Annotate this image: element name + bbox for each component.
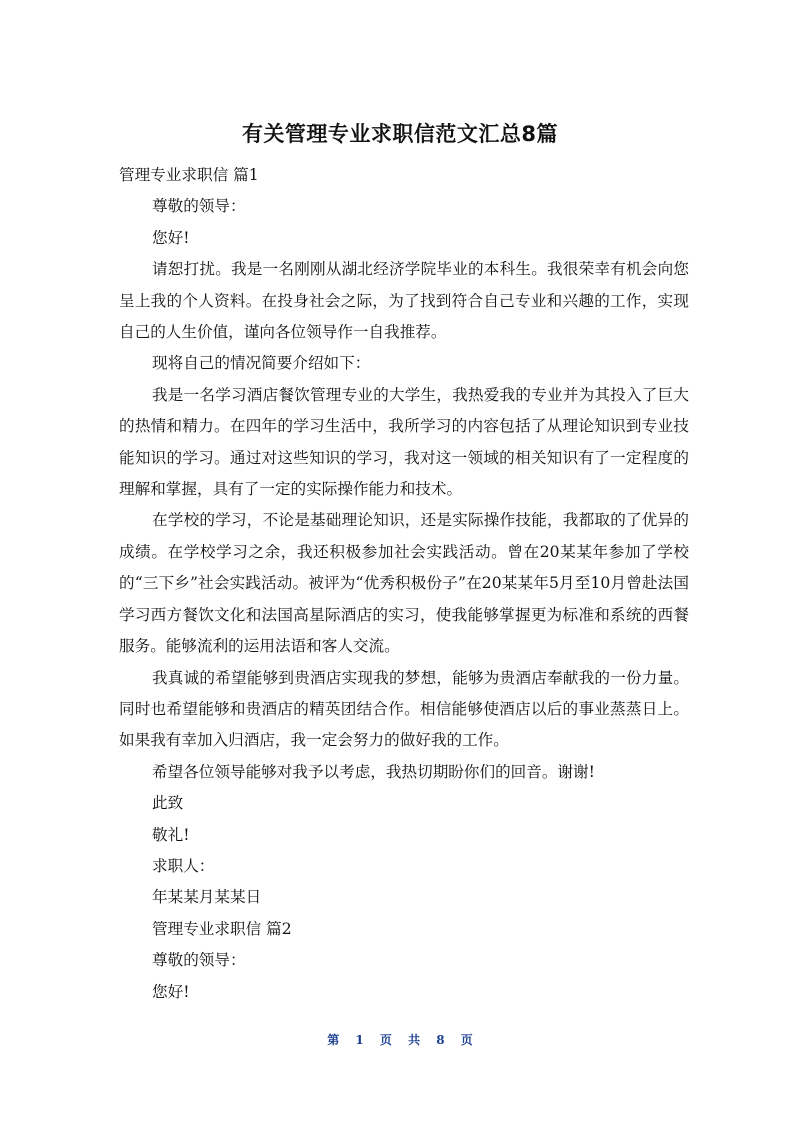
body-paragraph: 请恕打扰。我是一名刚刚从湖北经济学院毕业的本科生。我很荣幸有机会向您呈上我的个人资料。在投身社会之际，为了找到符合自己专业和兴趣的工作，实现自己的人生价值，谨向各位领导作一自我推荐。: [119, 260, 689, 342]
body-paragraph: 求职人：: [152, 856, 215, 875]
body-paragraph: 在学校的学习，不论是基础理论知识，还是实际操作技能，我都取的了优异的成绩。在学校学习之余，我还积极参加社会实践活动。曾在20某某年参加了学校的“三下乡”社会实践活动。被评为“优秀积极份子”在20某某年5月至10月曾赴法国学习西方餐饮文化和法国高星际酒店的实习，使我能够掌握更为标准和系统的西餐服务。能够流利的运用法语和客人交流。: [119, 511, 689, 656]
body-paragraph: 尊敬的领导：: [152, 197, 246, 216]
body-paragraph: 您好!: [152, 228, 190, 247]
body-paragraph: 您好!: [152, 982, 190, 1001]
section-heading: 管理专业求职信 篇1: [119, 166, 259, 184]
body-paragraph: 现将自己的情况简要介绍如下：: [152, 354, 371, 373]
body-paragraph: 年某某月某某日: [152, 888, 262, 907]
body-paragraph: 敬礼!: [152, 825, 190, 844]
page-footer: 第 1 页 共 8 页: [327, 1033, 473, 1047]
body-paragraph: 我是一名学习酒店餐饮管理专业的大学生，我热爱我的专业并为其投入了巨大的热情和精力。在四年的学习生活中，我所学习的内容包括了从理论知识到专业技能知识的学习。通过对这些知识的学习，我对这一领域的相关知识有了一定程度的理解和掌握，具有了一定的实际操作能力和技术。: [119, 385, 689, 499]
document-body: [119, 160, 689, 1008]
body-paragraph: 我真诚的希望能够到贵酒店实现我的梦想，能够为贵酒店奉献我的一份力量。同时也希望能够和贵酒店的精英团结合作。相信能够使酒店以后的事业蒸蒸日上。如果我有幸加入归酒店，我一定会努力的做好我的工作。: [119, 668, 689, 750]
body-paragraph: 此致: [152, 794, 184, 813]
body-paragraph: 尊敬的领导：: [152, 951, 246, 970]
document-title: 有关管理专业求职信范文汇总8篇: [241, 122, 559, 146]
body-paragraph: 管理专业求职信 篇2: [152, 919, 292, 938]
body-paragraph: 希望各位领导能够对我予以考虑，我热切期盼你们的回音。谢谢!: [152, 762, 595, 781]
